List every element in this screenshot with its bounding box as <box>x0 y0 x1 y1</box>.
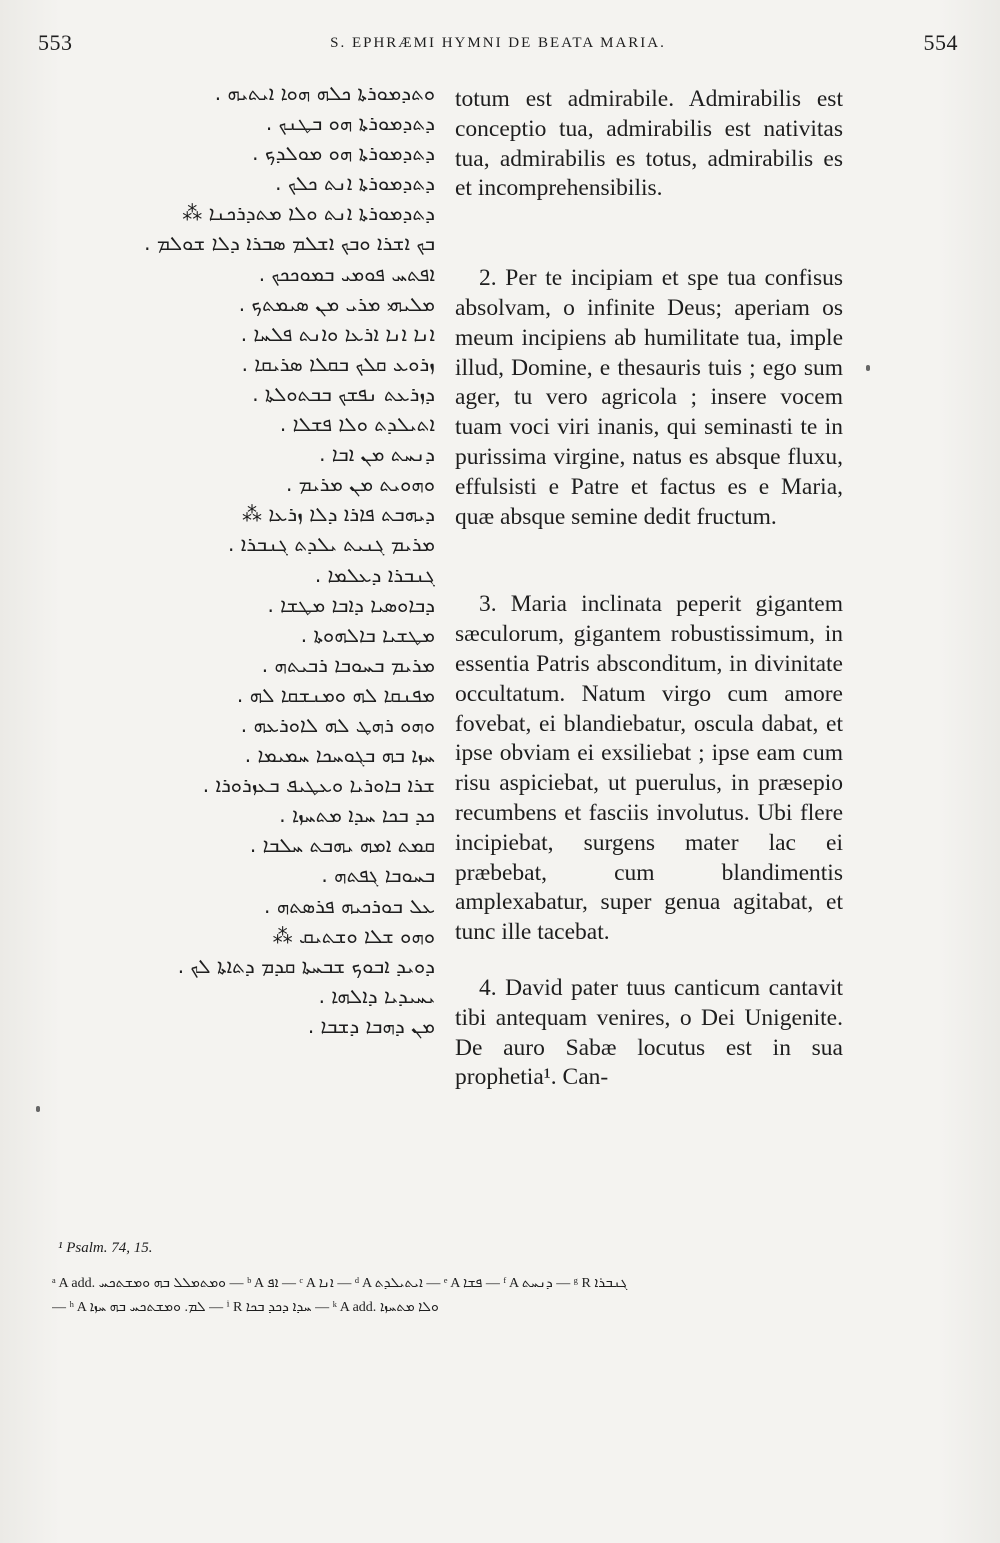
latin-paragraph-3: 3. Maria inclinata peperit gigantem sæculorum, gigantem robustissimum, in essentia Patris absconditum, in divinitate occultatum. Natum virgo cum amore fovebat, ei blandiebatur, oscula dabat, et ipse obviam ei exsiliebat ; ipse eam cum risu aspiciebat, ut puerulus, in præsepio recumbens et fasciis involutus. Ubi flere incipiebat, surgens mater lac ei præbebat, cum blandimentis amplexabatur, super genua agitabat, et tunc ille tacebat. <box>455 591 843 946</box>
running-title: S. EPHRÆMI HYMNI DE BEATA MARIA. <box>330 35 666 51</box>
variant-readings <box>52 1272 912 1320</box>
page-header <box>38 30 958 60</box>
syriac-line: ܫܪܐ ܒܐܘܪܝܐ ܘܥܛܝܦ ܒܥܙܪܘܪܐ . <box>202 773 435 798</box>
syriac-line: ܓܢܒܪܐ ܕܥܠܡܐ . <box>314 562 435 587</box>
syriac-column <box>95 78 435 1041</box>
latin-paragraph-4: 4. David pater tuus canticum cantavit tibi antequam venires, o Dei Unigenite. De auro Sabæ locutus est in sua prophetia¹. Can- <box>455 974 843 1091</box>
latin-paragraph-1: totum est admirabile. Admirabilis est conceptio tua, admirabilis est nativitas tua, admirabilis es totus, admirabilis es et incomprehensibilis. <box>455 86 843 202</box>
syriac-line: ܘܗܘܝܬ ܡܢ ܡܪܝܡ . <box>285 472 435 497</box>
syriac-line: ܕܬܕܡܘܪܬܐ ܐܢܬ ܘܠܐ ܡܬܕܪܟܢܐ ⁂ <box>182 201 435 226</box>
variant-line-1: ᵃ A add. ܘܡܬܡܠܠ ܒܗ ܘܡܫܬܟܚ — ᵇ A ܐܦ — ᶜ A ܐܢܐ — ᵈ A ܐܝܬܝܠܕܬ — ᵉ A ܦܫܐ — ᶠ A ܕܢܚܬ — ᵍ R ܓܢܒܪܐ <box>52 1276 628 1291</box>
syriac-line: ܕܢܚܬ ܡܢ ܐܒܐ . <box>319 442 435 467</box>
folio-left: 553 <box>38 30 73 55</box>
syriac-line: ܒܟ ܐܫܪܐ ܘܒܟ ܐܫܠܡ ܣܒܪܐ ܕܠܐ ܫܘܠܡ . <box>144 231 435 256</box>
syriac-line: ܐܬܝܠܕܬ ܘܠܐ ܦܫܠܐ . <box>279 412 435 437</box>
latin-translation-column <box>455 85 843 1093</box>
syriac-line: ܕܬܕܡܘܪܬܐ ܗܘ ܡܘܠܕܟ . <box>252 141 435 166</box>
syriac-line: ܘܗܘ ܪܗܛ ܠܗ ܠܐܘܪܥܗ . <box>240 712 435 737</box>
syriac-line: ܥܠ ܒܘܪܟܝܗ ܦܪܣܬܗ . <box>264 893 435 918</box>
syriac-line: ܐܢܐ ܐܢܐ ܐܪܥܐ ܘܐܢܬ ܦܠܚܐ . <box>240 321 435 346</box>
syriac-line: ܡܢ ܕܗܒܐ ܕܫܒܐ . <box>307 1013 435 1038</box>
syriac-line: ܕܝܗܒܬ ܦܐܪܐ ܕܠܐ ܙܪܥܐ ⁂ <box>241 502 435 527</box>
syriac-line: ܡܛܫܝܐ ܒܐܠܗܘܬܐ . <box>300 622 435 647</box>
syriac-line: ܒܚܘܒܐ ܓܦܬܗ . <box>321 863 435 888</box>
syriac-line: ܡܦܢܩܐ ܠܗ ܘܡܢܫܩܐ ܠܗ . <box>236 682 435 707</box>
syriac-line: ܝܚܝܕܝܐ ܕܐܠܗܐ . <box>318 983 435 1008</box>
syriac-line: ܕܬܕܡܘܪܬܐ ܗܘ ܒܛܢܟ . <box>265 111 435 136</box>
syriac-line: ܙܪܘܥ ܩܠܟ ܒܩܠܐ ܣܪܝܩܐ . <box>241 351 435 376</box>
syriac-line: ܕܘܝܕ ܐܒܘܟ ܫܒܚܬܐ ܩܕܡ ܕܬܐܬܐ ܠܟ . <box>177 953 435 978</box>
syriac-line: ܕܙܪܥܬ ܢܦܫܟ ܒܒܬܘܠܬܐ . <box>252 381 435 406</box>
syriac-line: ܕܒܐܘܣܝܐ ܕܐܒܐ ܡܛܫܐ . <box>267 592 435 617</box>
syriac-line: ܡܪܝܡ ܒܚܘܒܐ ܪܒܝܬܗ . <box>261 652 435 677</box>
syriac-line: ܕܬܕܡܘܪܬܐ ܐܢܬ ܟܠܟ . <box>275 171 435 196</box>
variant-line-2: — ʰ A ܠܡ. ܘܡܫܬܟܚ ܒܗ ܚܙܐ — ⁱ R ܚܕܐ ܕܟܕ ܒܟܐ — ᵏ A add. ܘܠܐ ܡܬܚܙܐ <box>52 1300 439 1315</box>
syriac-line: ܩܡܬ ܐܡܗ ܝܗܒܬ ܚܠܒܐ . <box>249 833 435 858</box>
folio-right: 554 <box>923 30 958 55</box>
syriac-line: ܚܙܐ ܒܗ ܒܓܘܚܟܐ ܚܡܝܡܐ . <box>244 743 435 768</box>
syriac-line: ܡܪܝܡ ܓܢܝܬ ܝܠܕܬ ܓܢܒܪܐ . <box>228 532 435 557</box>
syriac-line: ܘܗܘ ܫܠܐ ܘܫܬܝܩ ⁂ <box>272 923 435 948</box>
paper-speck <box>36 1106 40 1112</box>
syriac-line: ܘܬܕܡܘܪܬܐ ܟܠܗ ܗܘܐ ܐܝܬܝܗ . <box>214 81 435 105</box>
paper-speck <box>866 365 870 371</box>
syriac-line: ܡܠܝܗܝ ܡܪܝ ܡܢ ܣܝܡܬܟ . <box>238 291 435 316</box>
latin-paragraph-2: 2. Per te incipiam et spe tua confisus absolvam, o infinite Deus; aperiam os meum incipiens ab humilitate tua, imple illud, Domine, e thesauris tuis ; ego sum ager, tu vero agricola ; insere vocem tuam voci viri inanis, qui seminasti te in purissima virgine, natus es absque fluxu, effulsisti e Patre et factus es e Maria, quæ absque semine dedit fructum. <box>455 265 843 530</box>
syriac-line: ܐܦܬܚ ܦܘܡܝ ܒܡܘܟܟܟ . <box>258 261 435 286</box>
footnote: ¹ Psalm. 74, 15. <box>58 1240 153 1256</box>
syriac-line: ܟܕ ܒܟܐ ܚܕܐ ܡܬܚܙܐ . <box>279 803 435 828</box>
